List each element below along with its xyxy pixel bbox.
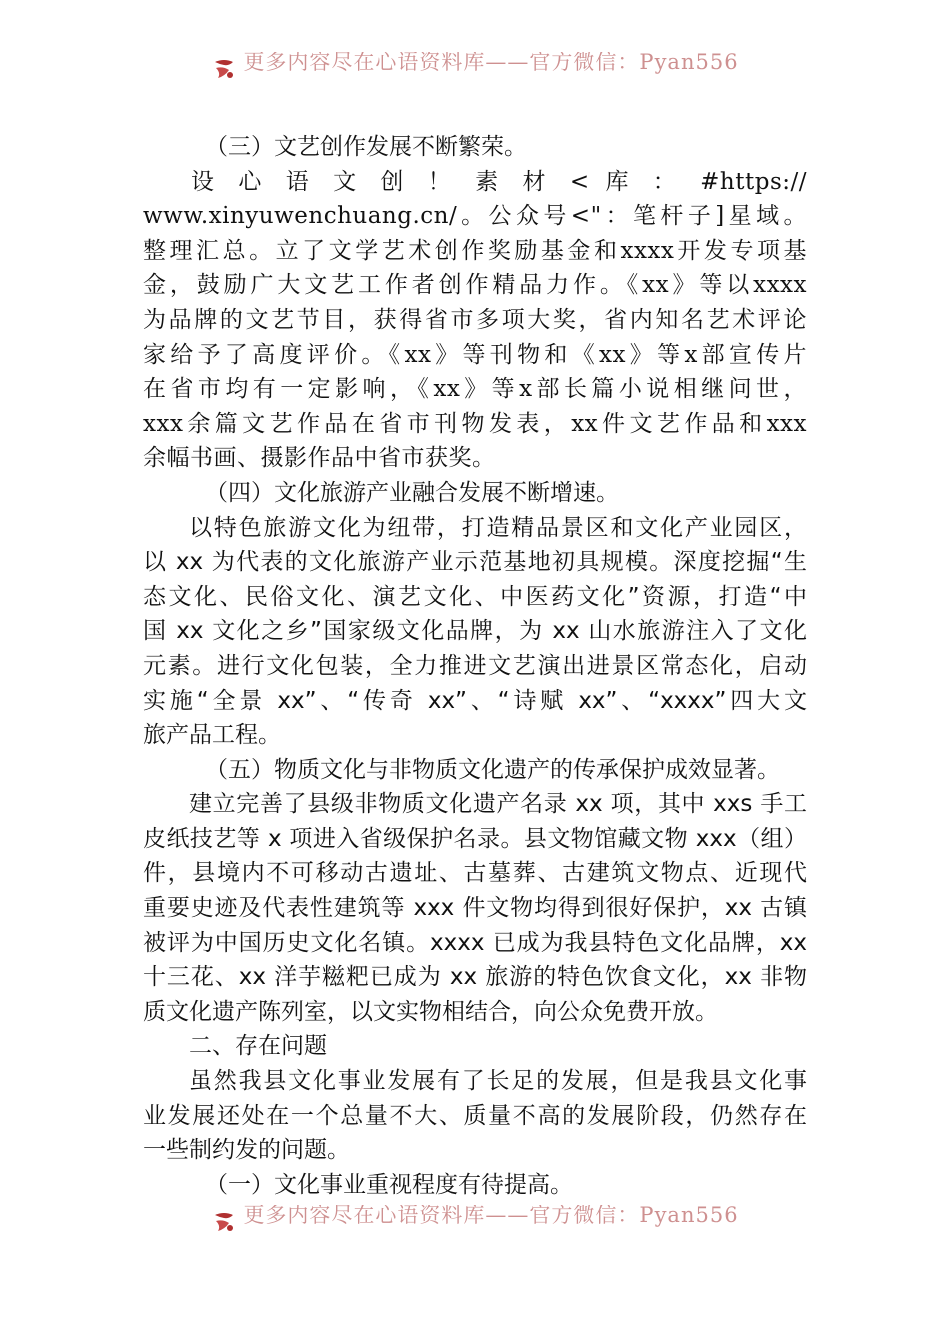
text-line: 皮纸技艺等 x 项进入省级保护名录。县文物馆藏文物 xxx（组）: [143, 825, 807, 852]
text-line: 态文化、民俗文化、演艺文化、中医药文化”资源，打造“中: [143, 583, 807, 610]
text-line: 以 xx 为代表的文化旅游产业示范基地初具规模。深度挖掘“生: [143, 549, 807, 576]
text-line: 十三花、xx 洋芋糍粑已成为 xx 旅游的特色饮食文化，xx 非物: [143, 964, 807, 991]
text-line: 重要史迹及代表性建筑等 xxx 件文物均得到很好保护，xx 古镇: [143, 895, 807, 922]
text-line: 整理汇总。立了文学艺术创作奖励基金和xxxx开发专项基: [143, 237, 807, 264]
text-line: 质文化遗产陈列室，以文实物相结合，向公众免费开放。: [143, 998, 718, 1025]
text-line: 一些制约发的问题。: [143, 1137, 350, 1164]
text-line: 余幅书画、摄影作品中省市获奖。: [143, 445, 496, 472]
text-line: 虽然我县文化事业发展有了长足的发展，但是我县文化事: [189, 1068, 807, 1095]
text-line: 金，鼓励广大文艺工作者创作精品力作。《xx》等以xxxx: [143, 272, 807, 299]
logo-icon: [211, 1209, 237, 1235]
chapter-heading-2: 二、存在问题: [189, 1033, 327, 1060]
text-line: 业发展还处在一个总量不大、质量不高的发展阶段，仍然存在: [143, 1102, 807, 1129]
text-line: www.xinyuwenchuang.cn/。公众号<"：笔杆子]星域。: [143, 203, 807, 230]
text-line: 旅产品工程。: [143, 722, 281, 749]
text-line: xxx余篇文艺作品在省市刊物发表，xx件文艺作品和xxx: [143, 410, 807, 437]
header-watermark-text: 更多内容尽在心语资料库——官方微信：Pyan556: [243, 52, 739, 74]
text-line: 设 心 语 文 创 ！ 素 材 < 库 ： #https://: [191, 168, 807, 195]
header-watermark-banner: [0, 52, 950, 86]
logo-icon: [211, 56, 237, 82]
text-line: 建立完善了县级非物质文化遗产名录 xx 项，其中 xxs 手工: [189, 791, 807, 818]
text-line: 家给予了高度评价。《xx》等刊物和《xx》等x部宣传片: [143, 341, 807, 368]
text-line: 为品牌的文艺节目，获得省市多项大奖，省内知名艺术评论: [143, 306, 807, 333]
document-body: [143, 130, 807, 1202]
section-heading-1: （一）文化事业重视程度有待提高。: [205, 1171, 573, 1198]
text-line: 国 xx 文化之乡”国家级文化品牌，为 xx 山水旅游注入了文化: [143, 618, 807, 645]
section-heading-4: （四）文化旅游产业融合发展不断增速。: [205, 479, 619, 506]
section-heading-3: （三）文艺创作发展不断繁荣。: [205, 134, 527, 160]
text-line: 元素。进行文化包装，全力推进文艺演出进景区常态化，启动: [143, 652, 807, 679]
footer-watermark-banner: [0, 1205, 950, 1239]
footer-watermark-text: 更多内容尽在心语资料库——官方微信：Pyan556: [243, 1205, 739, 1227]
text-line: 实施“全景 xx”、“传奇 xx”、“诗赋 xx”、“xxxx”四大文: [143, 687, 807, 714]
text-line: 件，县境内不可移动古遗址、古墓葬、古建筑文物点、近现代: [143, 860, 807, 887]
text-line: 被评为中国历史文化名镇。xxxx 已成为我县特色文化品牌，xx: [143, 929, 807, 956]
text-line: 在省市均有一定影响，《xx》等x部长篇小说相继问世，: [143, 376, 807, 403]
section-heading-5: （五）物质文化与非物质文化遗产的传承保护成效显著。: [205, 756, 780, 783]
text-line: 以特色旅游文化为纽带，打造精品景区和文化产业园区，: [189, 514, 807, 541]
